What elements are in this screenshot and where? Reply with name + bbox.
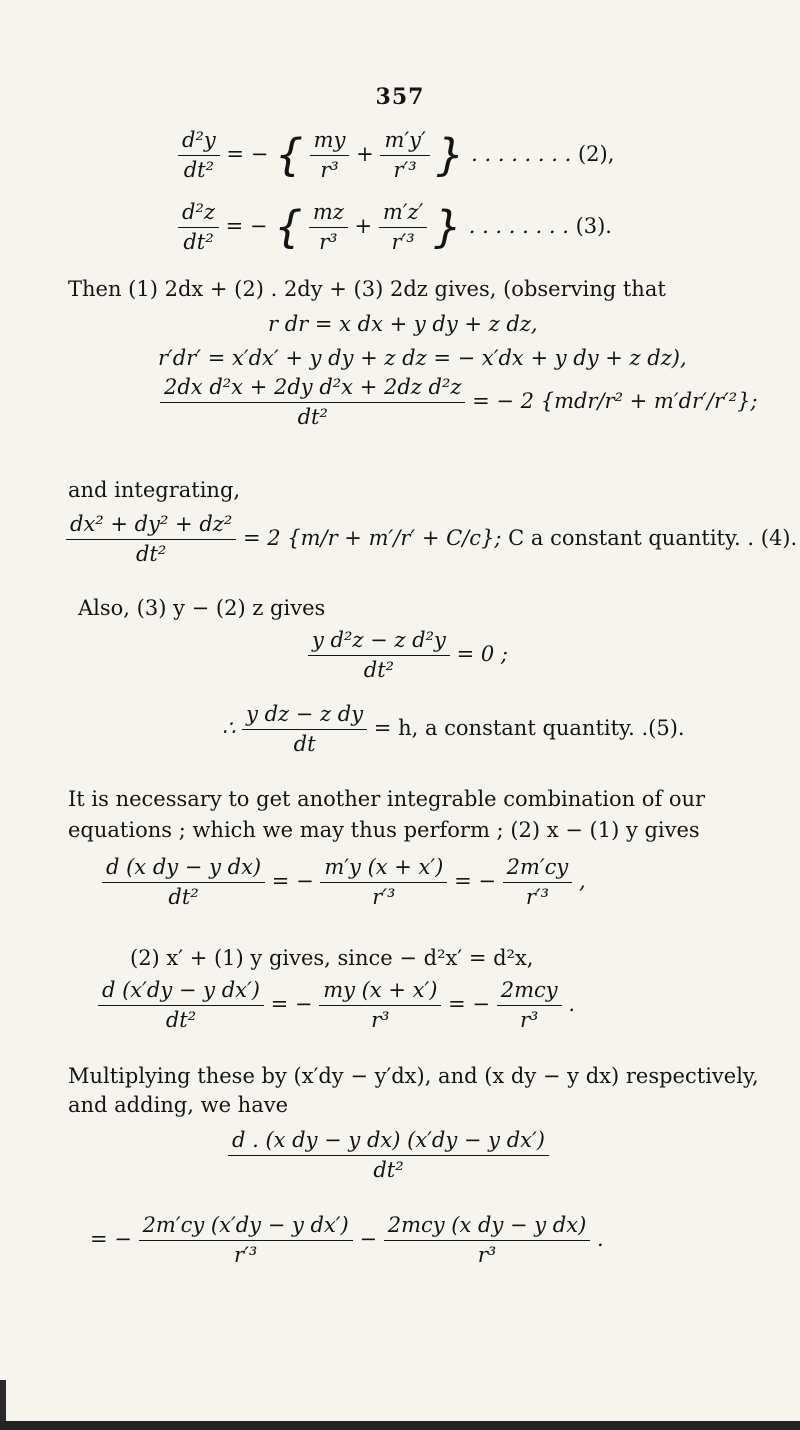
- rprime-line: r′dr′ = x′dx′ + y dy + z dz = − x′dx + y dy + z dz),: [158, 346, 687, 370]
- equation-c: $\frac{\text{d . (x dy − y dx) (x′dy − y dx′)}}{\text{dt²}}$: [228, 1128, 549, 1183]
- page-number: 357: [375, 84, 425, 110]
- multiply-line-2: and adding, we have: [68, 1093, 289, 1117]
- then-line: Then (1) 2dx + (2) . 2dy + (3) 2dz gives, (observing that: [68, 277, 666, 301]
- page-bottom-edge: [0, 1421, 800, 1430]
- paragraph-line-2: equations ; which we may thus perform ; (2) x − (1) y gives: [68, 818, 700, 842]
- equation-3: $\frac{\text{d²z}}{\text{dt²}}$ = − { $\frac{mz}{\text{r³}}$ + $\frac{m'z'}{\text{r′³}}$ } . . . . . . . . (3).: [178, 200, 612, 255]
- equation-d: = − $\frac{\text{2m′cy (x′dy − y dx′)}}{\text{r′³}}$ − $\frac{\text{2mcy (x dy − y dx)}}{\text{r³}}$ .: [90, 1213, 604, 1268]
- equation-2: $\frac{\text{d²y}}{\text{dt²}}$ = − { $\frac{my}{\text{r³}}$ + $\frac{m'y'}{\text{r′³}}$ } . . . . . . . . (2),: [178, 128, 614, 183]
- eq3-tag: (3).: [575, 214, 612, 239]
- equation-5: ∴ $\frac{\text{y dz − z dy}}{dt}$ = h, a constant quantity. .(5).: [222, 702, 685, 757]
- eq2-lhs: $\frac{\text{d²y}}{\text{dt²}}$: [178, 128, 220, 183]
- eq4-note: C a constant quantity. . (4).: [508, 526, 798, 551]
- equation-4: $\frac{\text{dx² + dy² + dz²}}{\text{dt²}}$ = 2 {m/r + m′/r′ + C/c}; C a constant quantity. . (4).: [66, 512, 797, 567]
- paragraph-line-1: It is necessary to get another integrable combination of our: [68, 787, 706, 811]
- integrating-text: and integrating,: [68, 478, 241, 502]
- eq2-tag: (2),: [577, 142, 615, 167]
- equation-zero: $\frac{\text{y d²z − z d²y}}{\text{dt²}}$ = 0 ;: [308, 628, 508, 683]
- rdr-line: r dr = x dx + y dy + z dz,: [268, 312, 538, 336]
- line-2x: (2) x′ + (1) y gives, since − d²x′ = d²x,: [130, 946, 534, 970]
- equation-a: $\frac{\text{d (x dy − y dx)}}{\text{dt²}}$ = − $\frac{m'y (x + x')}{\text{r′³}}$ = − $\frac{2m'cy}{\text{r′³}}$ ,: [102, 855, 586, 910]
- multiply-line-1: Multiplying these by (x′dy − y′dx), and (x dy − y dx) respectively,: [68, 1064, 759, 1088]
- sum-equation: $\frac{\text{2dx d²x + 2dy d²x + 2dz d²z}}{\text{dt²}}$ = − 2 {mdr/r² + m′dr′/r′²};: [160, 375, 758, 430]
- equation-b: $\frac{\text{d (x′dy − y dx′)}}{\text{dt²}}$ = − $\frac{my (x + x')}{\text{r³}}$ = − $\frac{\text{2mcy}}{\text{r³}}$ .: [98, 978, 575, 1033]
- also-line: Also, (3) y − (2) z gives: [78, 596, 326, 620]
